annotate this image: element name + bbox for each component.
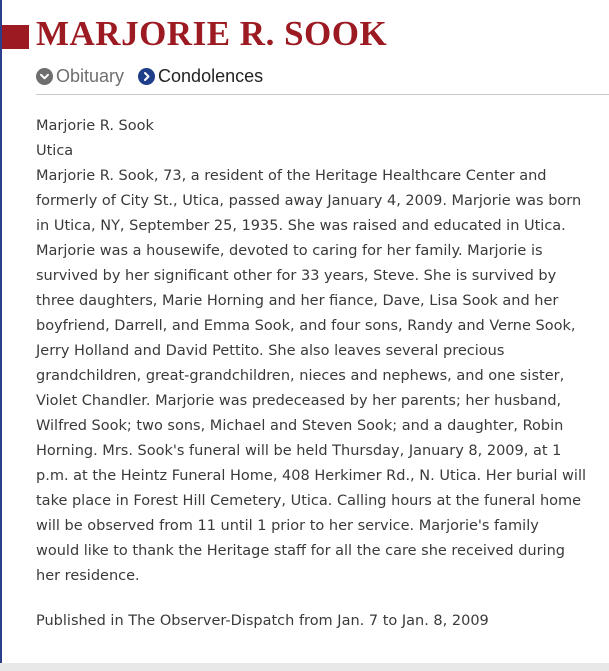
publication-info: Published in The Observer-Dispatch from Jan. 7 to Jan. 8, 2009 [36, 613, 489, 629]
page-title: MARJORIE R. SOOK [36, 14, 388, 53]
tab-condolences[interactable] [138, 66, 263, 87]
tab-condolences-label: Condolences [158, 65, 264, 86]
deceased-city: Utica [36, 143, 74, 159]
left-edge-rule [0, 0, 2, 671]
title-marker [2, 25, 29, 49]
tab-obituary[interactable] [36, 66, 124, 87]
chevron-right-icon [138, 68, 155, 85]
obituary-tabs [36, 63, 263, 89]
deceased-name: Marjorie R. Sook [36, 118, 154, 134]
tab-obituary-label: Obituary [56, 65, 125, 86]
header-divider [36, 94, 609, 95]
footer-band [0, 663, 609, 671]
obituary-text [36, 114, 586, 589]
obituary-body: Marjorie R. Sook, 73, a resident of the Heritage Healthcare Center and formerly of City St., Utica, passed away January 4, 2009. Marjorie was born in Utica, NY, September 25, 1935. She was raised and educated in Utica. Marjorie was a housewife, devoted to caring for her family. Marjorie is survived by her significant other for 33 years, Steve. She is survived by three daughters, Marie Horning and her fiance, Dave, Lisa Sook and her boyfriend, Darrell, and Emma Sook, and four sons, Randy and Verne Sook, Jerry Holland and David Pettito. She also leaves several precious grandchildren, great-grandchildren, nieces and nephews, and one sister, Violet Chandler. Marjorie was predeceased by her parents; her husband, Wilfred Sook; two sons, Michael and Steven Sook; and a daughter, Robin Horning. Mrs. Sook's funeral will be held Thursday, January 8, 2009, at 1 p.m. at the Heintz Funeral Home, 408 Herkimer Rd., N. Utica. Her burial will take place in Forest Hill Cemetery, Utica. Calling hours at the funeral home will be observed from 11 until 1 prior to her service. Marjorie's family would like to thank the Heritage staff for all the care she received during her residence. [36, 168, 586, 584]
chevron-down-icon [36, 68, 53, 85]
